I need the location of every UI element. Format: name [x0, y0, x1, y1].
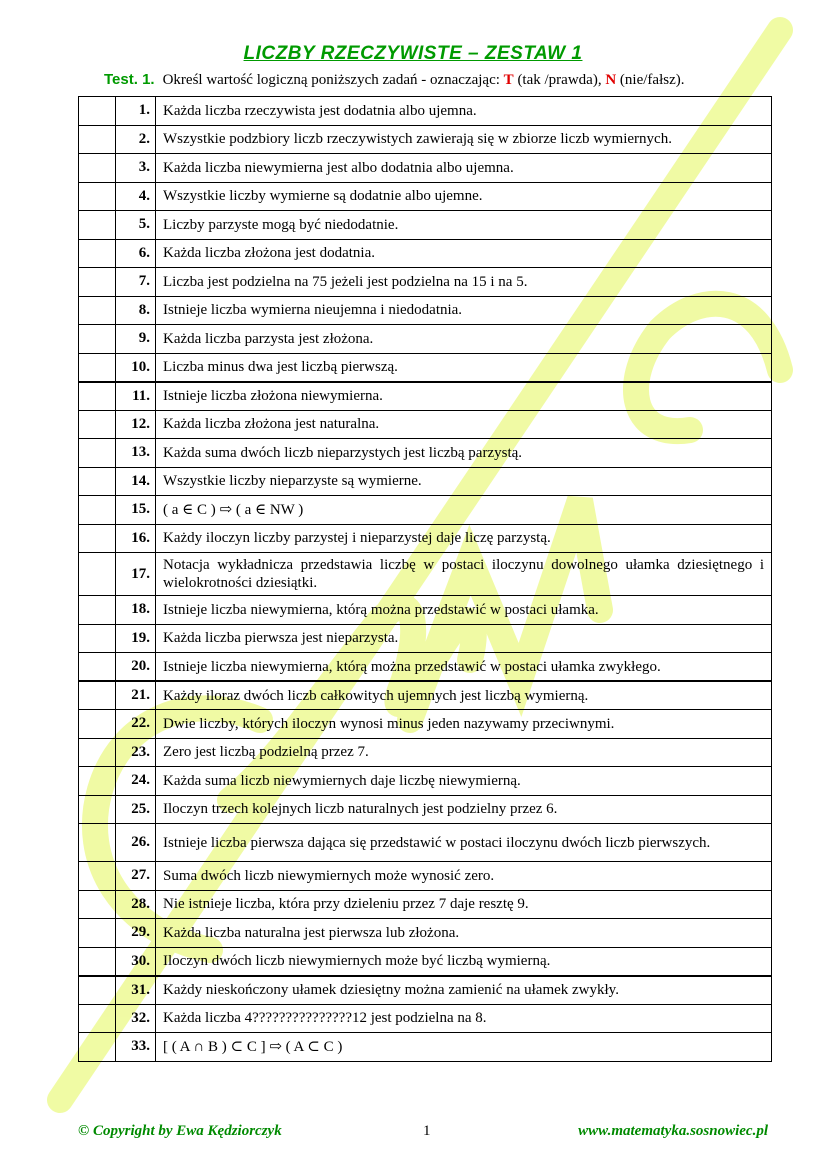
answer-cell[interactable]	[79, 1033, 116, 1062]
answer-cell[interactable]	[79, 154, 116, 183]
answer-cell[interactable]	[79, 125, 116, 154]
answer-cell[interactable]	[79, 976, 116, 1005]
answer-cell[interactable]	[79, 211, 116, 240]
question-row	[79, 738, 772, 767]
answer-cell[interactable]	[79, 182, 116, 211]
answer-cell[interactable]	[79, 410, 116, 439]
question-row	[79, 125, 772, 154]
question-text: Każda liczba 4???????????????12 jest podzielna na 8.	[156, 1004, 772, 1033]
answer-cell[interactable]	[79, 97, 116, 126]
false-description: (nie/fałsz).	[616, 72, 685, 88]
question-text: Dwie liczby, których iloczyn wynosi minus jeden nazywamy przeciwnymi.	[156, 710, 772, 739]
question-row	[79, 325, 772, 354]
question-number: 33.	[116, 1033, 156, 1062]
test-instruction	[104, 71, 804, 89]
question-number: 1.	[116, 97, 156, 126]
answer-cell[interactable]	[79, 268, 116, 297]
question-number: 21.	[116, 681, 156, 710]
answer-cell[interactable]	[79, 467, 116, 496]
answer-cell[interactable]	[79, 710, 116, 739]
question-row	[79, 296, 772, 325]
question-text: Notacja wykładnicza przedstawia liczbę w postaci iloczynu dowolnego ułamka dziesiętnego i wielokrotności dziesiątki.	[156, 553, 772, 596]
question-number: 17.	[116, 553, 156, 596]
question-row	[79, 947, 772, 976]
answer-cell[interactable]	[79, 496, 116, 525]
question-text: Nie istnieje liczba, która przy dzieleniu przez 7 daje resztę 9.	[156, 890, 772, 919]
question-number: 2.	[116, 125, 156, 154]
instruction-text: Określ wartość logiczną poniższych zadań - oznaczając:	[162, 72, 504, 88]
answer-cell[interactable]	[79, 681, 116, 710]
answer-cell[interactable]	[79, 382, 116, 411]
question-row	[79, 919, 772, 948]
question-row	[79, 467, 772, 496]
question-text: Każda liczba pierwsza jest nieparzysta.	[156, 624, 772, 653]
question-number: 18.	[116, 596, 156, 625]
question-row	[79, 710, 772, 739]
answer-cell[interactable]	[79, 947, 116, 976]
question-text: [ ( A ∩ B ) ⊂ C ] ⇨ ( A ⊂ C )	[156, 1033, 772, 1062]
question-text: Liczba minus dwa jest liczbą pierwszą.	[156, 353, 772, 382]
question-row	[79, 382, 772, 411]
question-number: 25.	[116, 795, 156, 824]
question-number: 15.	[116, 496, 156, 525]
question-row	[79, 353, 772, 382]
question-number: 3.	[116, 154, 156, 183]
question-row	[79, 524, 772, 553]
question-text: Każdy iloraz dwóch liczb całkowitych ujemnych jest liczbą wymierną.	[156, 681, 772, 710]
question-number: 13.	[116, 439, 156, 468]
question-number: 30.	[116, 947, 156, 976]
answer-cell[interactable]	[79, 524, 116, 553]
question-text: ( a ∈ C ) ⇨ ( a ∈ NW )	[156, 496, 772, 525]
question-row	[79, 624, 772, 653]
website-link[interactable]: www.matematyka.sosnowiec.pl	[578, 1123, 768, 1139]
false-letter: N	[605, 72, 617, 88]
question-text: Liczba jest podzielna na 75 jeżeli jest podzielna na 15 i na 5.	[156, 268, 772, 297]
answer-cell[interactable]	[79, 653, 116, 682]
question-text: Istnieje liczba niewymierna, którą można przedstawić w postaci ułamka zwykłego.	[156, 653, 772, 682]
question-text: Liczby parzyste mogą być niedodatnie.	[156, 211, 772, 240]
answer-cell[interactable]	[79, 890, 116, 919]
answer-cell[interactable]	[79, 767, 116, 796]
question-number: 19.	[116, 624, 156, 653]
question-text: Każdy iloczyn liczby parzystej i nieparzystej daje liczę parzystą.	[156, 524, 772, 553]
question-text: Iloczyn trzech kolejnych liczb naturalnych jest podzielny przez 6.	[156, 795, 772, 824]
answer-cell[interactable]	[79, 862, 116, 891]
page-title: LICZBY RZECZYWISTE – ZESTAW 1	[243, 43, 583, 64]
question-row	[79, 239, 772, 268]
question-row	[79, 1004, 772, 1033]
question-text: Każda liczba parzysta jest złożona.	[156, 325, 772, 354]
question-number: 24.	[116, 767, 156, 796]
question-text: Każdy nieskończony ułamek dziesiętny można zamienić na ułamek zwykły.	[156, 976, 772, 1005]
question-number: 10.	[116, 353, 156, 382]
question-text: Suma dwóch liczb niewymiernych może wynosić zero.	[156, 862, 772, 891]
question-number: 14.	[116, 467, 156, 496]
questions-table	[78, 96, 772, 1062]
question-row	[79, 681, 772, 710]
question-number: 28.	[116, 890, 156, 919]
answer-cell[interactable]	[79, 824, 116, 862]
question-number: 8.	[116, 296, 156, 325]
question-row	[79, 1033, 772, 1062]
question-row	[79, 154, 772, 183]
answer-cell[interactable]	[79, 624, 116, 653]
test-label: Test. 1.	[104, 71, 155, 88]
question-text: Każda liczba złożona jest naturalna.	[156, 410, 772, 439]
question-number: 16.	[116, 524, 156, 553]
question-text: Istnieje liczba niewymierna, którą można przedstawić w postaci ułamka.	[156, 596, 772, 625]
question-number: 12.	[116, 410, 156, 439]
answer-cell[interactable]	[79, 1004, 116, 1033]
question-row	[79, 596, 772, 625]
question-text: Każda liczba rzeczywista jest dodatnia albo ujemna.	[156, 97, 772, 126]
question-row	[79, 268, 772, 297]
question-row	[79, 410, 772, 439]
question-row	[79, 182, 772, 211]
answer-cell[interactable]	[79, 795, 116, 824]
question-text: Każda liczba złożona jest dodatnia.	[156, 239, 772, 268]
question-text: Każda suma liczb niewymiernych daje liczbę niewymierną.	[156, 767, 772, 796]
question-row	[79, 862, 772, 891]
answer-cell[interactable]	[79, 439, 116, 468]
question-row	[79, 767, 772, 796]
question-text: Zero jest liczbą podzielną przez 7.	[156, 738, 772, 767]
question-row	[79, 496, 772, 525]
question-text: Każda suma dwóch liczb nieparzystych jest liczbą parzystą.	[156, 439, 772, 468]
answer-cell[interactable]	[79, 553, 116, 596]
question-number: 26.	[116, 824, 156, 862]
answer-cell[interactable]	[79, 296, 116, 325]
question-row	[79, 653, 772, 682]
page-number: 1	[423, 1123, 431, 1139]
question-row	[79, 824, 772, 862]
question-number: 5.	[116, 211, 156, 240]
question-text: Każda liczba naturalna jest pierwsza lub złożona.	[156, 919, 772, 948]
question-number: 7.	[116, 268, 156, 297]
question-row	[79, 795, 772, 824]
question-text: Każda liczba niewymierna jest albo dodatnia albo ujemna.	[156, 154, 772, 183]
question-text: Wszystkie liczby nieparzyste są wymierne.	[156, 467, 772, 496]
question-text: Iloczyn dwóch liczb niewymiernych może być liczbą wymierną.	[156, 947, 772, 976]
question-row	[79, 211, 772, 240]
answer-cell[interactable]	[79, 738, 116, 767]
question-number: 4.	[116, 182, 156, 211]
question-number: 29.	[116, 919, 156, 948]
question-text: Istnieje liczba złożona niewymierna.	[156, 382, 772, 411]
question-number: 9.	[116, 325, 156, 354]
question-number: 23.	[116, 738, 156, 767]
question-number: 11.	[116, 382, 156, 411]
answer-cell[interactable]	[79, 325, 116, 354]
question-row	[79, 553, 772, 596]
question-text: Wszystkie liczby wymierne są dodatnie albo ujemne.	[156, 182, 772, 211]
answer-cell[interactable]	[79, 239, 116, 268]
true-letter: T	[503, 72, 514, 88]
answer-cell[interactable]	[79, 919, 116, 948]
question-number: 6.	[116, 239, 156, 268]
question-number: 32.	[116, 1004, 156, 1033]
answer-cell[interactable]	[79, 596, 116, 625]
question-number: 31.	[116, 976, 156, 1005]
question-number: 27.	[116, 862, 156, 891]
question-number: 20.	[116, 653, 156, 682]
question-row	[79, 439, 772, 468]
question-text: Istnieje liczba wymierna nieujemna i niedodatnia.	[156, 296, 772, 325]
question-row	[79, 890, 772, 919]
question-number: 22.	[116, 710, 156, 739]
question-text: Wszystkie podzbiory liczb rzeczywistych zawierają się w zbiorze liczb wymiernych.	[156, 125, 772, 154]
question-row	[79, 97, 772, 126]
copyright: © Copyright by Ewa Kędziorczyk	[78, 1123, 282, 1139]
answer-cell[interactable]	[79, 353, 116, 382]
question-text: Istnieje liczba pierwsza dająca się przedstawić w postaci iloczynu dwóch liczb pierwszych.	[156, 824, 772, 862]
question-row	[79, 976, 772, 1005]
true-description: (tak /prawda),	[513, 72, 606, 88]
